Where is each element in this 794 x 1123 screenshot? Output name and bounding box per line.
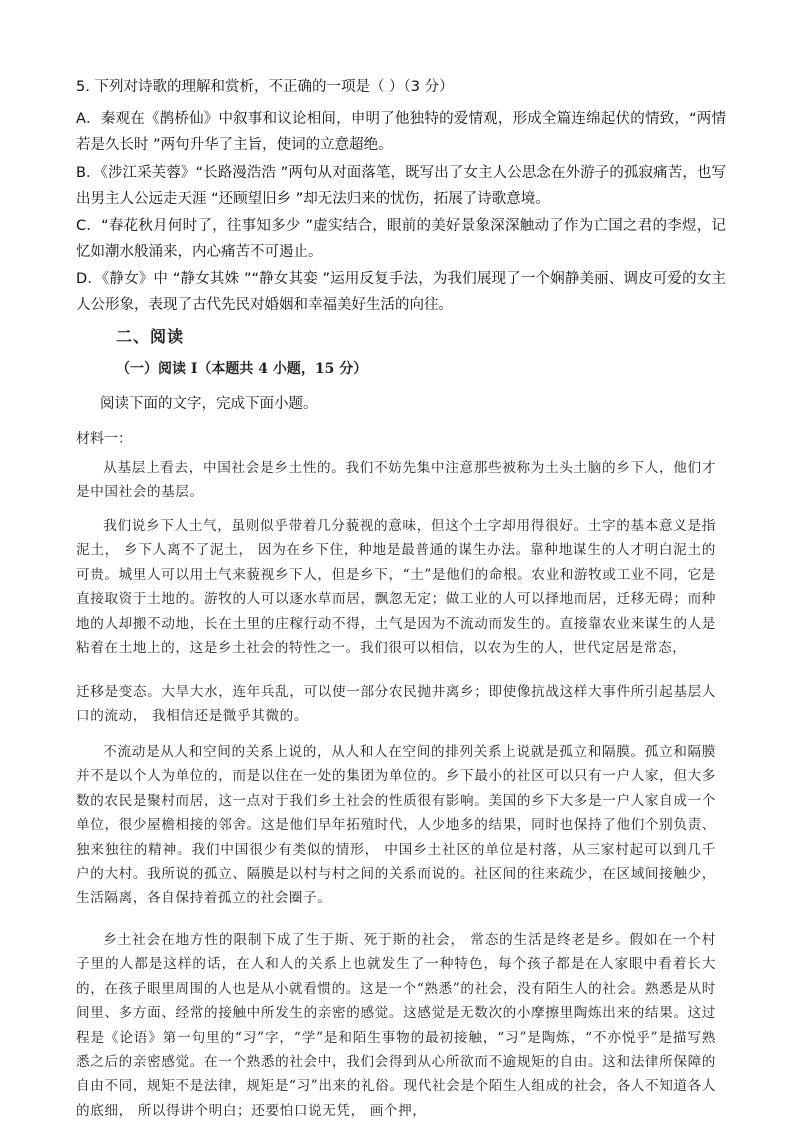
reading-instruction: 阅读下面的文字，完成下面小题。 <box>100 396 318 412</box>
section-subheading: （一）阅读 I（本题共 4 小题，15 分） <box>116 361 368 377</box>
paragraph-2: 我们说乡下人土气，虽则似乎带着几分藐视的意味，但这个土字却用得很好。土字的基本意义是指泥土， 乡下人离不了泥土， 因为在乡下住，种地是最普通的谋生办法。靠种地谋生的人才明白泥土的可贵。城里人可以用土气来藐视乡下人，但是乡下，“土”是他们的命根。农业和游牧或工业不同，它是直接取资于土地的。游牧的人可以逐水草而居，飘忽无定；做工业的人可以择地而居，迁移无碍；而种地的人却搬不动地，长在土里的庄稼行动不得，土气是因为不流动而发生的。直接靠农业来谋生的人是粘着在土地上的，这是乡土社会的特性之一。我们很可以相信，以农为生的人，世代定居是常态， <box>76 518 716 657</box>
material-label: 材料一： <box>76 431 132 447</box>
option-d: D．《静女》中 “静女其姝 ”“静女其娈 ”运用反复手法，为我们展现了一个娴静美丽、调皮可爱的女主人公形象，表现了古代先民对婚姻和幸福美好生活的向往。 <box>76 271 726 313</box>
option-a: A．秦观在《鹊桥仙》中叙事和议论相间，申明了他独特的爱情观，形成全篇连绵起伏的情致，“两情若是久长时 ”两句升华了主旨，使词的立意超绝。 <box>76 111 726 153</box>
paragraph-4: 不流动是从人和空间的关系上说的，从人和人在空间的排列关系上说就是孤立和隔膜。孤立和隔膜并不是以个人为单位的，而是以住在一处的集团为单位的。乡下最小的社区可以只有一户人家，但大多数的农民是聚村而居，这一点对于我们乡土社会的性质很有影响。美国的乡下大多是一户人家自成一个单位，很少屋檐相接的邻舍。这是他们早年拓殖时代，人少地多的结果，同时也保持了他们个别负责、独来独往的精神。我们中国很少有类似的情形， 中国乡土社区的单位是村落，从三家村起可以到几千户的大村。我所说的孤立、隔膜是以村与村之间的关系而说的。社区间的往来疏少，在区域间接触少，生活隔离，各自保持着孤立的社会圈子。 <box>76 744 716 907</box>
paragraph-3: 迁移是变态。大旱大水，连年兵乱，可以使一部分农民抛井离乡；即使像抗战这样大事件所引起基层人口的流动， 我相信还是微乎其微的。 <box>76 684 716 725</box>
question-5-stem: 5. 下列对诗歌的理解和赏析，不正确的一项是（ ）（3 分） <box>76 79 454 95</box>
paragraph-1: 从基层上看去，中国社会是乡土性的。我们不妨先集中注意那些被称为土头土脑的乡下人，他们才是中国社会的基层。 <box>76 460 716 501</box>
section-heading: 二、阅读 <box>116 327 185 346</box>
option-c: C．“春花秋月何时了，往事知多少 ”虚实结合，眼前的美好景象深深触动了作为亡国之君的李煜，记忆如潮水般涌来，内心痛苦不可遏止。 <box>76 218 726 260</box>
paragraph-5: 乡土社会在地方性的限制下成了生于斯、死于斯的社会， 常态的生活是终老是乡。假如在一个村子里的人都是这样的话，在人和人的关系上也就发生了一种特色，每个孩子都是在人家眼中看着长大的，在孩子眼里周围的人也是从小就看惯的。这是一个“熟悉”的社会，没有陌生人的社会。熟悉是从时间里、多方面、经常的接触中所发生的亲密的感觉。这感觉是无数次的小摩擦里陶炼出来的结果。这过程是《论语》第一句里的“习”字，“学”是和陌生事物的最初接触，“习”是陶炼，“不亦悦乎”是描写熟悉之后的亲密感觉。在一个熟悉的社会中，我们会得到从心所欲而不逾规矩的自由。这和法律所保障的自由不同，规矩不是法律，规矩是“习”出来的礼俗。现代社会是个陌生人组成的社会，各人不知道各人的底细， 所以得讲个明白；还要怕口说无凭， 画个押， <box>76 932 716 1119</box>
option-b: B．《涉江采芙蓉》“长路漫浩浩 ”两句从对面落笔，既写出了女主人公思念在外游子的孤寂痛苦，也写出男主人公远走天涯 “还顾望旧乡 ”却无法归来的忧伤，拓展了诗歌意境。 <box>76 165 726 207</box>
